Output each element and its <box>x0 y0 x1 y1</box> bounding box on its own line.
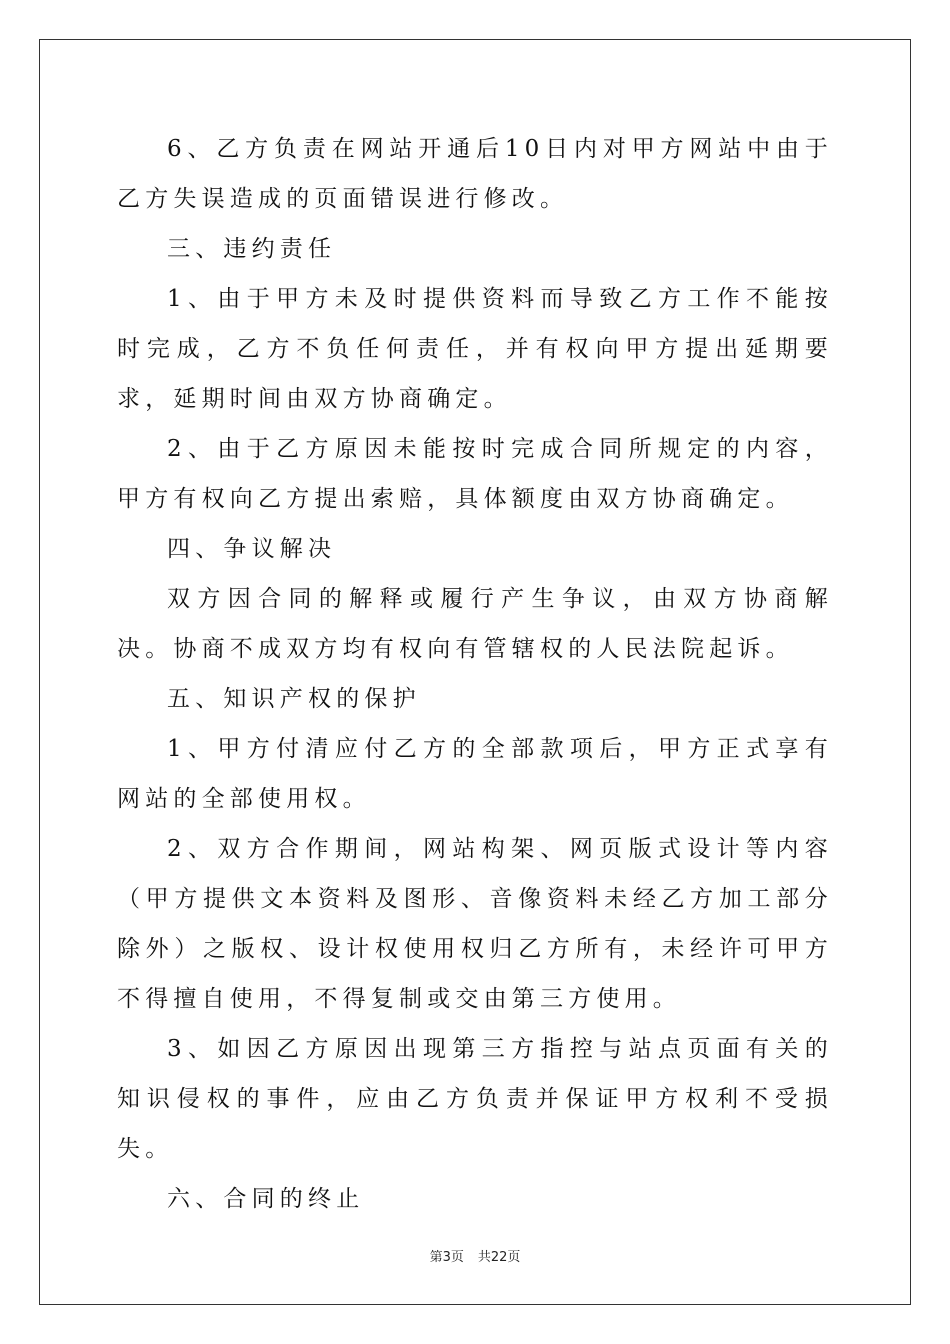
ip-clause-1-paragraph: 1、甲方付清应付乙方的全部款项后，甲方正式享有网站的全部使用权。 <box>117 736 833 812</box>
ip-clause-3-paragraph: 3、如因乙方原因出现第三方指控与站点页面有关的知识侵权的事件，应由乙方负责并保证甲方权利不受损失。 <box>117 1036 833 1162</box>
page-number-total: 共22页 <box>477 1250 521 1265</box>
ip-clause-2-paragraph: 2、双方合作期间，网站构架、网页版式设计等内容（甲方提供文本资料及图形、音像资料未经乙方加工部分除外）之版权、设计权使用权归乙方所有，未经许可甲方不得擅自使用，不得复制或交由第三方使用。 <box>117 836 833 1012</box>
document-body <box>117 124 833 1224</box>
section-heading-breach-liability: 三、违约责任 <box>167 236 337 262</box>
clause-6-paragraph: 6、乙方负责在网站开通后10日内对甲方网站中由于乙方失误造成的页面错误进行修改。 <box>117 136 833 212</box>
breach-clause-1-paragraph: 1、由于甲方未及时提供资料而导致乙方工作不能按时完成，乙方不负任何责任，并有权向甲方提出延期要求，延期时间由双方协商确定。 <box>117 286 833 412</box>
section-heading-dispute-resolution: 四、争议解决 <box>167 536 337 562</box>
page-footer <box>0 1246 950 1265</box>
section-heading-ip-protection: 五、知识产权的保护 <box>167 686 421 712</box>
dispute-paragraph: 双方因合同的解释或履行产生争议，由双方协商解决。协商不成双方均有权向有管辖权的人民法院起诉。 <box>117 586 833 662</box>
breach-clause-2-paragraph: 2、由于乙方原因未能按时完成合同所规定的内容，甲方有权向乙方提出索赔，具体额度由双方协商确定。 <box>117 436 833 512</box>
section-heading-contract-termination: 六、合同的终止 <box>167 1186 365 1212</box>
page-number-current: 第3页 <box>429 1250 464 1265</box>
